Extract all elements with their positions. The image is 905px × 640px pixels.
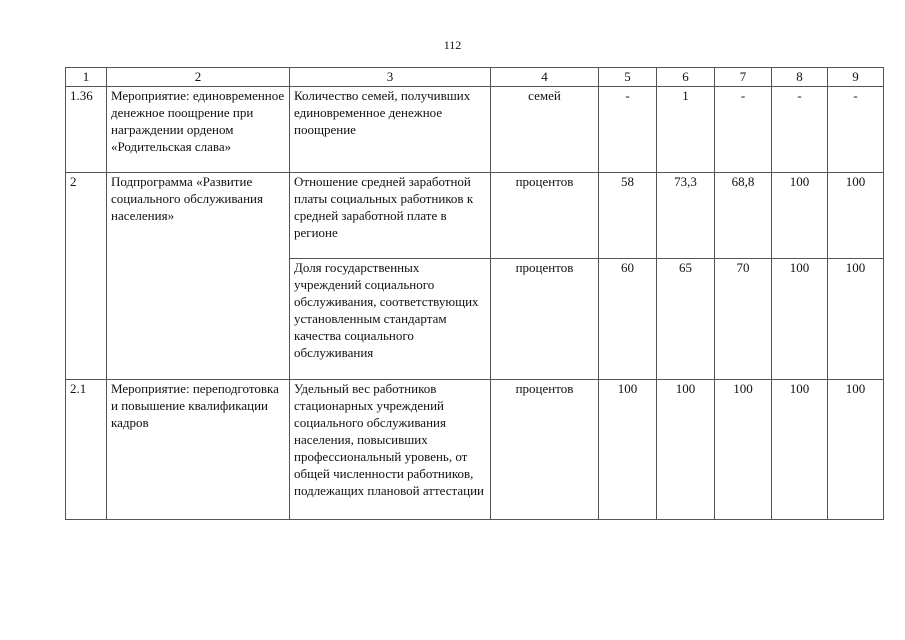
header-cell: 3	[290, 68, 491, 87]
value-col-7: 68,8	[715, 173, 772, 259]
value-col-6: 1	[657, 87, 715, 173]
value-col-7: 100	[715, 380, 772, 520]
value-col-7: -	[715, 87, 772, 173]
row-number: 1.36	[66, 87, 107, 173]
unit: процентов	[491, 259, 599, 380]
header-cell: 2	[107, 68, 290, 87]
value-col-9: 100	[828, 173, 884, 259]
value-col-5: -	[599, 87, 657, 173]
value-col-5: 60	[599, 259, 657, 380]
value-col-6: 100	[657, 380, 715, 520]
unit: процентов	[491, 380, 599, 520]
value-col-7: 70	[715, 259, 772, 380]
indicator-name: Количество семей, получивших единовременное денежное поощрение	[290, 87, 491, 173]
indicator-name: Отношение средней заработной платы социальных работников к средней заработной плате в регионе	[290, 173, 491, 259]
table-row	[66, 87, 884, 173]
indicator-name: Удельный вес работников стационарных учреждений социального обслуживания населения, повысивших профессиональный уровень, от общей численности работников, подлежащих плановой аттестации	[290, 380, 491, 520]
value-col-9: -	[828, 87, 884, 173]
unit: процентов	[491, 173, 599, 259]
unit: семей	[491, 87, 599, 173]
header-cell: 8	[772, 68, 828, 87]
indicators-table	[65, 67, 884, 520]
value-col-6: 65	[657, 259, 715, 380]
row-number: 2	[66, 173, 107, 380]
value-col-8: -	[772, 87, 828, 173]
value-col-9: 100	[828, 259, 884, 380]
table-row	[66, 380, 884, 520]
header-cell: 1	[66, 68, 107, 87]
header-cell: 6	[657, 68, 715, 87]
header-cell: 4	[491, 68, 599, 87]
header-cell: 7	[715, 68, 772, 87]
table-header-row	[66, 68, 884, 87]
value-col-5: 58	[599, 173, 657, 259]
indicator-name: Доля государственных учреждений социального обслуживания, соответствующих установленным стандартам качества социального обслуживания	[290, 259, 491, 380]
header-cell: 9	[828, 68, 884, 87]
table-row	[66, 173, 884, 259]
activity-name: Подпрограмма «Развитие социального обслуживания населения»	[107, 173, 290, 380]
value-col-9: 100	[828, 380, 884, 520]
value-col-6: 73,3	[657, 173, 715, 259]
value-col-8: 100	[772, 259, 828, 380]
activity-name: Мероприятие: единовременное денежное поощрение при награждении орденом «Родительская слава»	[107, 87, 290, 173]
value-col-8: 100	[772, 380, 828, 520]
header-cell: 5	[599, 68, 657, 87]
activity-name: Мероприятие: переподготовка и повышение квалификации кадров	[107, 380, 290, 520]
value-col-5: 100	[599, 380, 657, 520]
page-number: 112	[443, 38, 462, 52]
value-col-8: 100	[772, 173, 828, 259]
row-number: 2.1	[66, 380, 107, 520]
